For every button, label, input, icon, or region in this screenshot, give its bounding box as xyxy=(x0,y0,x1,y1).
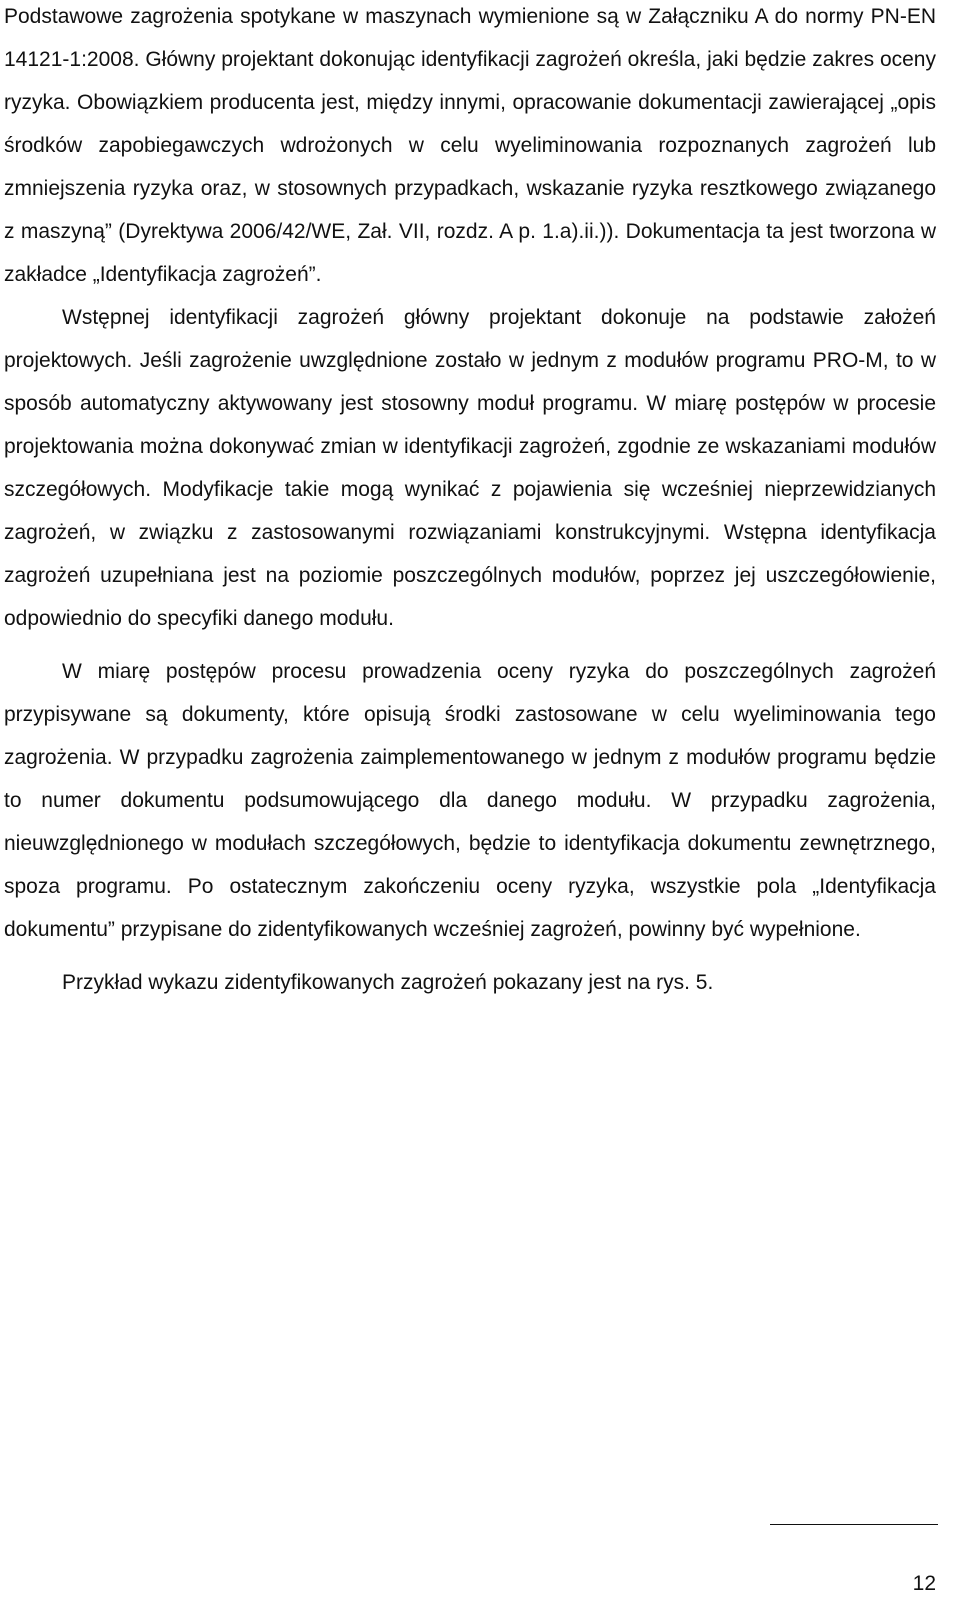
page-number: 12 xyxy=(912,1572,936,1595)
paragraph-document-assignment: W miarę postępów procesu prowadzenia oceny ryzyka do poszczególnych zagrożeń przypisywane są dokumenty, które opisują środki zastosowane w celu wyeliminowania tego zagrożenia. W przypadku zagrożenia zaimplementowanego w jednym z modułów programu będzie to numer dokumentu podsumowującego dla danego modułu. W przypadku zagrożenia, nieuwzględnionego w modułach szczegółowych, będzie to identyfikacja dokumentu zewnętrznego, spoza programu. Po ostatecznym zakończeniu oceny ryzyka, wszystkie pola „Identyfikacja dokumentu” przypisane do zidentyfikowanych wcześniej zagrożeń, powinny być wypełnione. xyxy=(4,660,936,941)
footer-divider xyxy=(770,1524,938,1525)
paragraph-figure-reference: Przykład wykazu zidentyfikowanych zagrożeń pokazany jest na rys. 5. xyxy=(62,971,714,994)
document-body xyxy=(4,0,936,1004)
paragraph-hazards-intro: Podstawowe zagrożenia spotykane w maszynach wymienione są w Załączniku A do normy PN-EN 14121-1:2008. Główny projektant dokonując identyfikacji zagrożeń określa, jaki będzie zakres oceny ryzyka. Obowiązkiem producenta jest, między innymi, opracowanie dokumentacji zawierającej „opis środków zapobiegawczych wdrożonych w celu wyeliminowania rozpoznanych zagrożeń lub zmniejszenia ryzyka oraz, w stosownych przypadkach, wskazanie ryzyka resztkowego związanego z maszyną” (Dyrektywa 2006/42/WE, Zał. VII, rozdz. A p. 1.a).ii.)). Dokumentacja ta jest tworzona w zakładce „Identyfikacja zagrożeń”. xyxy=(4,5,936,286)
paragraph-initial-identification: Wstępnej identyfikacji zagrożeń główny projektant dokonuje na podstawie założeń projektowych. Jeśli zagrożenie uwzględnione zostało w jednym z modułów programu PRO-M, to w sposób automatyczny aktywowany jest stosowny moduł programu. W miarę postępów w procesie projektowania można dokonywać zmian w identyfikacji zagrożeń, zgodnie ze wskazaniami modułów szczegółowych. Modyfikacje takie mogą wynikać z pojawienia się wcześniej nieprzewidzianych zagrożeń, w związku z zastosowanymi rozwiązaniami konstrukcyjnymi. Wstępna identyfikacja zagrożeń uzupełniana jest na poziomie poszczególnych modułów, poprzez jej uszczegółowienie, odpowiednio do specyfiki danego modułu. xyxy=(4,306,936,630)
